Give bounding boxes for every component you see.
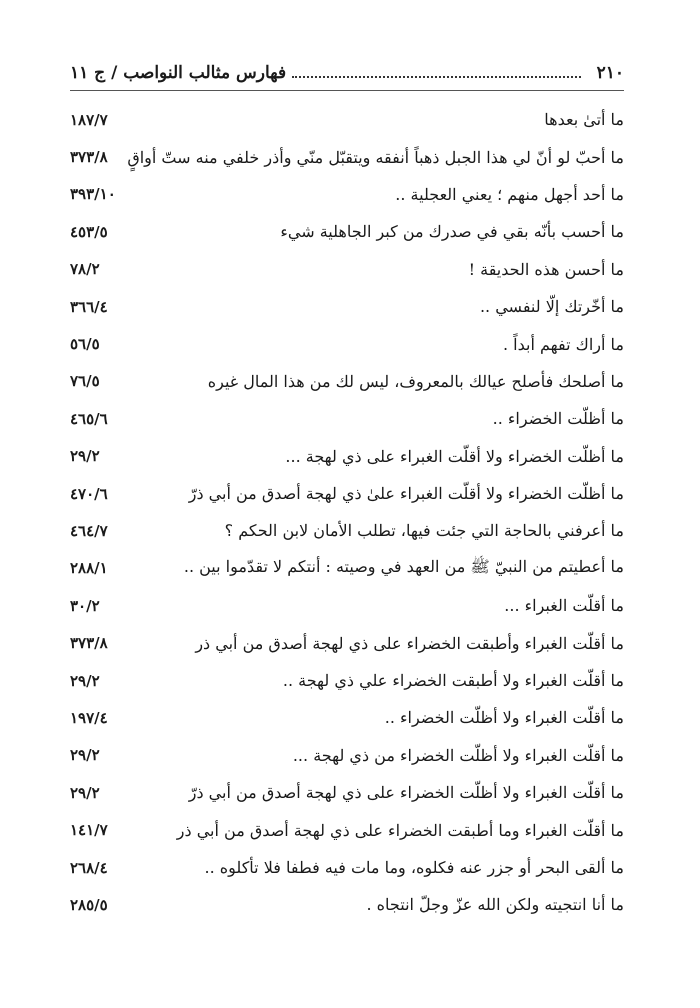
entry-reference: ٤٧٠/٦	[70, 484, 108, 503]
entry-text: ما أظلّت الخضراء ولا أقلّت الغبراء علىٰ ذي لهجة أصدق من أبي ذرّ	[188, 484, 624, 504]
index-entry	[70, 213, 624, 250]
entry-text: ما أتىٰ بعدها	[544, 110, 624, 130]
entry-text: ما أقلّت الغبراء وما أطبقت الخضراء على ذي لهجة أصدق من أبي ذر	[176, 820, 624, 840]
entry-reference: ٥٦/٥	[70, 335, 100, 354]
entry-reference: ١٩٧/٤	[70, 708, 108, 727]
index-entry	[70, 438, 624, 475]
index-entry	[70, 811, 624, 848]
entry-text: ما أحسن هذه الحديقة !	[468, 259, 624, 279]
entry-reference: ٢٨٥/٥	[70, 895, 108, 914]
entry-reference: ٧٨/٢	[70, 260, 100, 279]
entry-reference: ٢٩/٢	[70, 447, 100, 466]
dot-leader	[292, 76, 580, 78]
entry-text: ما أراك تفهم أبداً .	[503, 334, 624, 354]
entry-text: ما أقلّت الغبراء ولا أظلّت الخضراء على ذي لهجة أصدق من أبي ذرّ	[188, 783, 624, 803]
index-entry	[70, 849, 624, 886]
entry-text: ما أصلحك فأصلح عيالك بالمعروف، ليس لك من هذا المال غيره	[207, 371, 624, 391]
entry-text: ما أحسب بأنّه بقي في صدرك من كبر الجاهلية شيء	[280, 222, 624, 242]
entry-text: ما أظلّت الخضراء ..	[492, 409, 624, 429]
index-entry	[70, 101, 624, 138]
entry-reference: ٢٩/٢	[70, 783, 100, 802]
entry-reference: ٢٩/٢	[70, 746, 100, 765]
entry-reference: ٣٩٣/١٠	[70, 185, 116, 204]
entry-text: ما أقلّت الغبراء وأطبقت الخضراء على ذي لهجة أصدق من أبي ذر	[195, 633, 624, 653]
index-entry	[70, 512, 624, 549]
index-entry	[70, 138, 624, 175]
index-entry	[70, 325, 624, 362]
index-entry	[70, 251, 624, 288]
entry-reference: ١٤١/٧	[70, 821, 108, 840]
index-entry	[70, 587, 624, 624]
index-entry	[70, 737, 624, 774]
index-entry	[70, 475, 624, 512]
entry-reference: ٣٧٣/٨	[70, 148, 108, 167]
running-head	[70, 60, 624, 86]
header-rule	[70, 90, 624, 91]
index-entry	[70, 774, 624, 811]
entry-text: ما أخّرتك إلّا لنفسي ..	[479, 297, 624, 317]
index-entry	[70, 176, 624, 213]
index-entry	[70, 288, 624, 325]
entry-text: ما أعرفني بالحاجة التي جئت فيها، تطلب الأمان لابن الحكم ؟	[224, 521, 624, 541]
index-entry	[70, 662, 624, 699]
index-entry	[70, 699, 624, 736]
entry-reference: ٤٦٥/٦	[70, 409, 108, 428]
entry-reference: ٤٥٣/٥	[70, 222, 108, 241]
book-title: فهارس مثالب النواصب / ج ١١	[70, 63, 287, 83]
entry-reference: ٢٩/٢	[70, 671, 100, 690]
entry-text: ما أعطيتم من النبيّ ﷺ من العهد في وصيته : أنتكم لا تقدّموا بين ..	[183, 556, 624, 576]
entry-reference: ٢٦٨/٤	[70, 858, 108, 877]
index-entry	[70, 400, 624, 437]
index-list	[70, 101, 624, 924]
entry-text: ما أنا انتجيته ولكن الله عزّ وجلّ انتجاه .	[366, 895, 624, 915]
index-entry	[70, 550, 624, 587]
entry-reference: ٤٦٤/٧	[70, 521, 108, 540]
entry-text: ما أحبّ لو أنّ لي هذا الجبل ذهباً أنفقه ويتقبّل منّي وأذر خلفي منه ستّ أواقٍ	[127, 147, 624, 167]
entry-reference: ٣٦٦/٤	[70, 297, 108, 316]
entry-text: ما أظلّت الخضراء ولا أقلّت الغبراء على ذي لهجة ...	[285, 446, 624, 466]
entry-text: ما أقلّت الغبراء ولا أظلّت الخضراء من ذي لهجة ...	[292, 745, 624, 765]
index-entry	[70, 363, 624, 400]
entry-text: ما أقلّت الغبراء ...	[504, 596, 624, 616]
entry-text: ما ألقى البحر أو جزر عنه فكلوه، وما مات فيه فطفا فلا تأكلوه ..	[204, 858, 624, 877]
entry-text: ما أقلّت الغبراء ولا أظلّت الخضراء ..	[384, 708, 624, 728]
index-entry	[70, 624, 624, 661]
index-entry	[70, 886, 624, 923]
entry-text: ما أقلّت الغبراء ولا أطبقت الخضراء علي ذي لهجة ..	[282, 671, 624, 691]
entry-reference: ٧٦/٥	[70, 372, 100, 391]
entry-reference: ٢٨٨/١	[70, 559, 108, 578]
entry-reference: ١٨٧/٧	[70, 110, 108, 129]
entry-reference: ٣٧٣/٨	[70, 634, 108, 653]
page-number: ٢١٠	[596, 63, 624, 83]
entry-text: ما أحد أجهل منهم ؛ يعني العجلية ..	[395, 184, 624, 204]
entry-reference: ٣٠/٢	[70, 596, 100, 615]
